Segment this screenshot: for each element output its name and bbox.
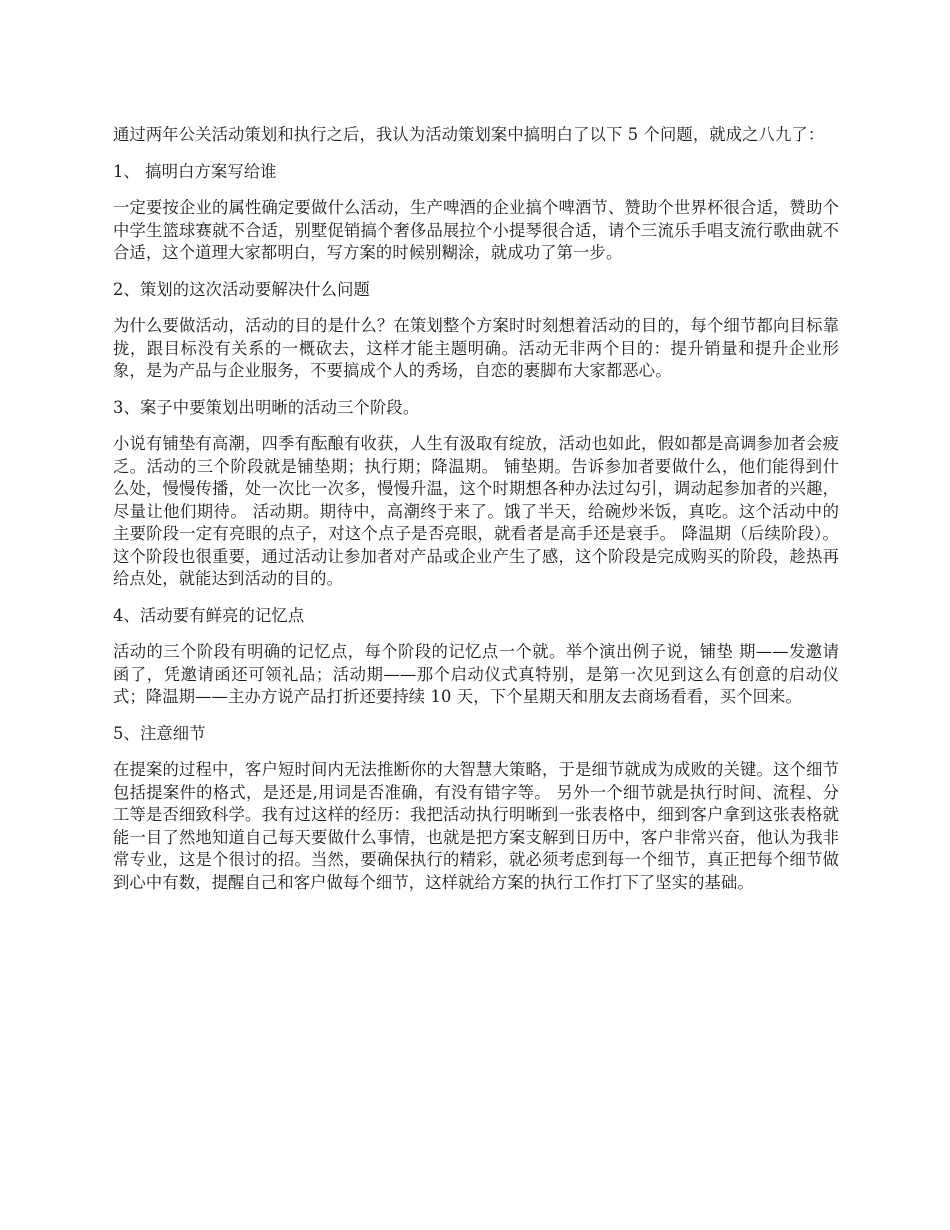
document-page [113,124,839,908]
section-1-heading: 1、 搞明白方案写给谁 [113,161,277,181]
section-4-heading: 4、活动要有鲜亮的记忆点 [113,605,305,625]
section-2-body: 为什么要做活动，活动的目的是什么？在策划整个方案时时刻想着活动的目的，每个细节都向目标靠拢，跟目标没有关系的一概砍去，这样才能主题明确。活动无非两个目的：提升销量和提升企业形象，是为产品与企业服务，不要搞成个人的秀场，自恋的裹脚布大家都恶心。 [113,316,839,380]
intro-paragraph: 通过两年公关活动策划和执行之后，我认为活动策划案中搞明白了以下 5 个问题，就成之八九了： [113,125,825,144]
section-5-heading: 5、注意细节 [113,723,206,743]
section-2-heading: 2、策划的这次活动要解决什么问题 [113,279,370,299]
section-5-body: 在提案的过程中，客户短时间内无法推断你的大智慧大策略，于是细节就成为成败的关键。这个细节包括提案件的格式，是还是,用词是否准确，有没有错字等。 另外一个细节就是执行时间、流程、分工等是否细致科学。我有过这样的经历：我把活动执行明晰到一张表格中，细到客户拿到这张表格就能一目了然地知道自己每天要做什么事情，也就是把方案支解到日历中，客户非常兴奋，他认为我非常专业，这是个很讨的招。当然，要确保执行的精彩，就必须考虑到每一个细节，真正把每个细节做到心中有数，提醒自己和客户做每个细节，这样就给方案的执行工作打下了坚实的基础。 [113,760,839,892]
section-1-body: 一定要按企业的属性确定要做什么活动，生产啤酒的企业搞个啤酒节、赞助个世界杯很合适，赞助个中学生篮球赛就不合适，别墅促销搞个奢侈品展拉个小提琴很合适，请个三流乐手唱支流行歌曲就不合适，这个道理大家都明白，写方案的时候别糊涂，就成功了第一步。 [113,198,839,262]
section-3-body: 小说有铺垫有高潮，四季有酝酿有收获，人生有汲取有绽放，活动也如此，假如都是高调参加者会疲乏。活动的三个阶段就是铺垫期；执行期；降温期。 铺垫期。告诉参加者要做什么，他们能得到什么处，慢慢传播，处一次比一次多，慢慢升温，这个时期想各种办法过勾引，调动起参加者的兴趣，尽量让他们期待。 活动期。期待中，高潮终于来了。饿了半天，给碗炒米饭，真吃。这个活动中的主要阶段一定有亮眼的点子，对这个点子是否亮眼，就看者是高手还是衰手。 降温期（后续阶段）。这个阶段也很重要，通过活动让参加者对产品或企业产生了感，这个阶段是完成购买的阶段，趁热再给点处，就能达到活动的目的。 [113,434,839,588]
section-3-heading: 3、案子中要策划出明晰的活动三个阶段。 [113,397,420,417]
section-4-body: 活动的三个阶段有明确的记忆点，每个阶段的记忆点一个就。举个演出例子说，铺垫 期——发邀请函了，凭邀请函还可领礼品；活动期——那个启动仪式真特别，是第一次见到这么有创意的启动仪式；降温期——主办方说产品打折还要持续 10 天，下个星期天和朋友去商场看看，买个回来。 [113,642,839,706]
